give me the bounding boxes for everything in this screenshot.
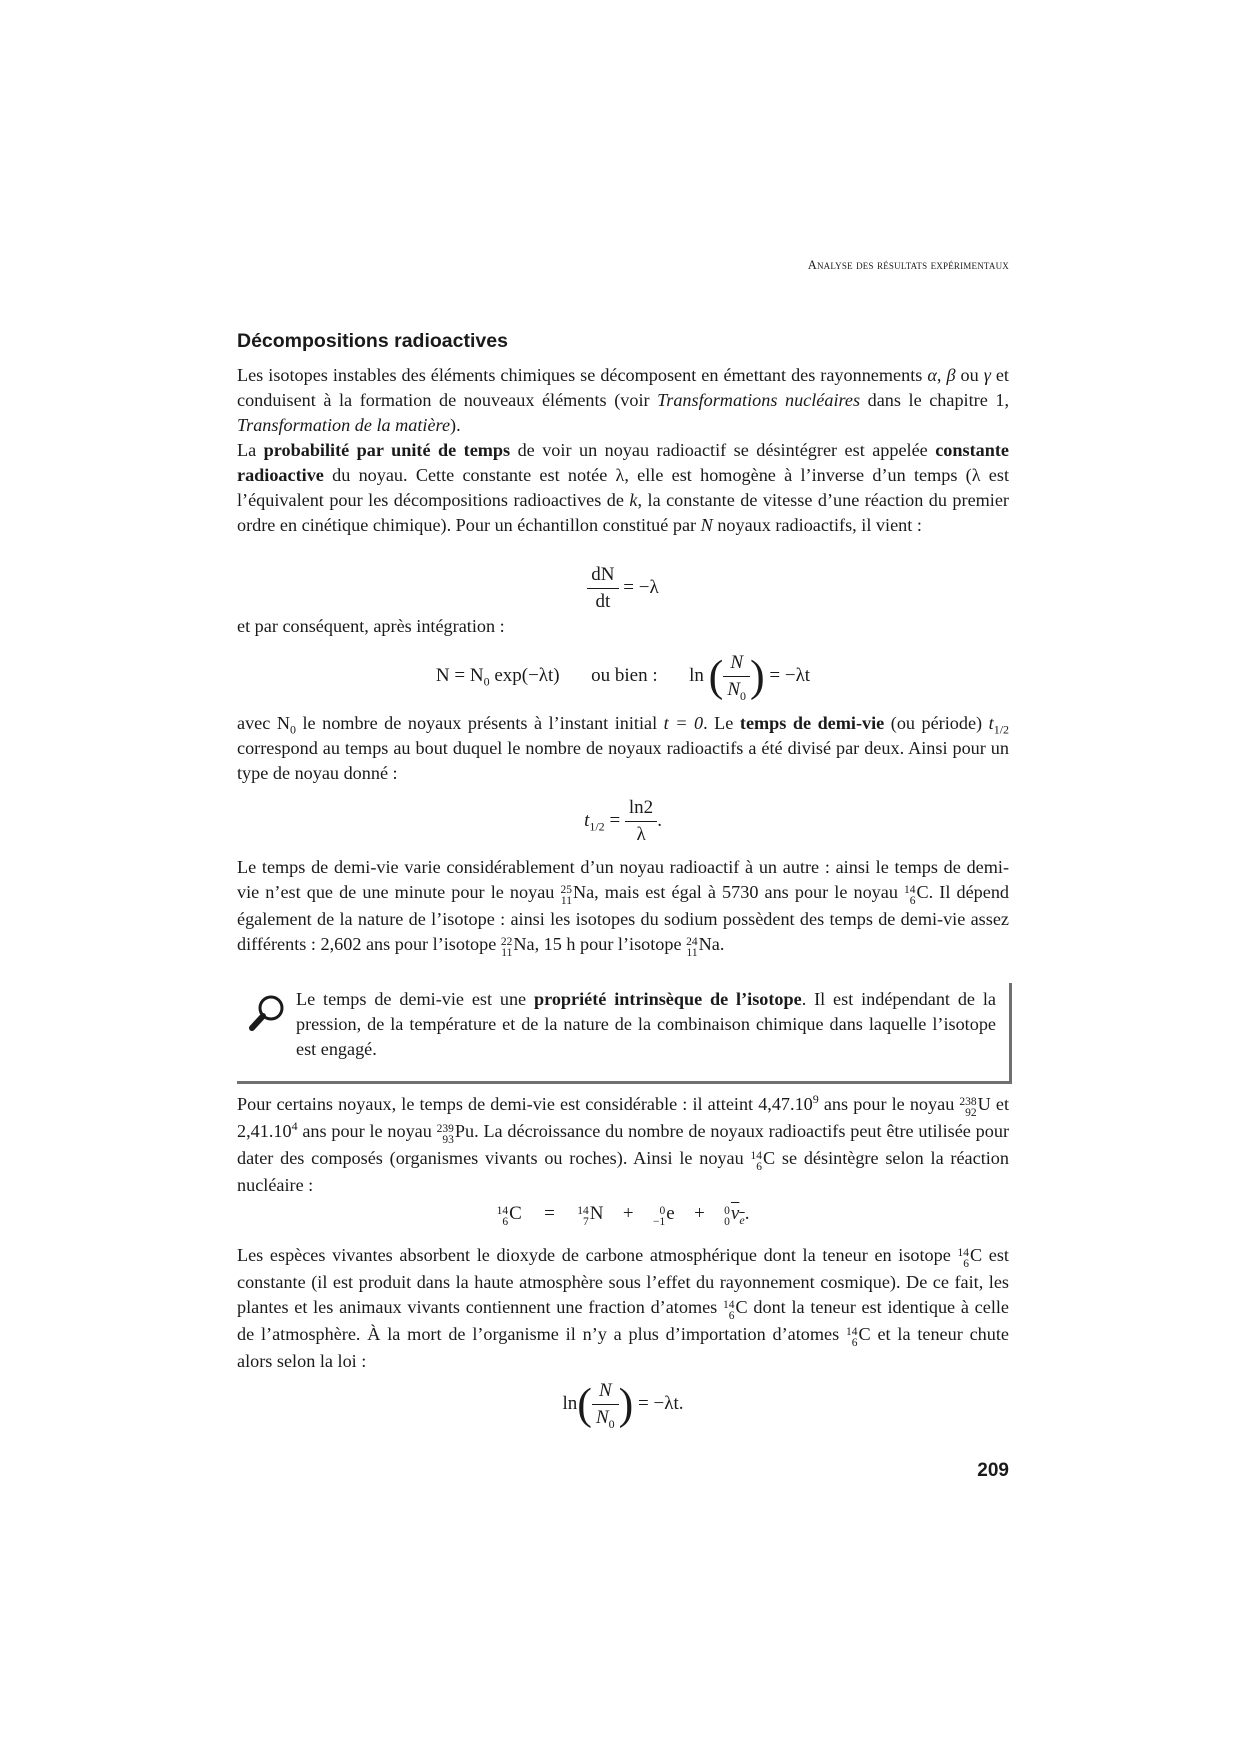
body-text-block <box>237 363 1009 538</box>
equation-rate: $\frac{dN}{dt}$ = −λ <box>237 562 1009 615</box>
section-title: Décompositions radioactives <box>237 330 508 352</box>
document-page <box>237 0 1009 1754</box>
paragraph-2: La probabilité par unité de temps de voir un noyau radioactif se désintégrer est appelée constante radioactive du noyau. Cette constante est notée λ, elle est homogène à l’inverse d’un temps (λ est l’équivalent pour les décompositions radioactives de k, la constante de vitesse d’une réaction du premier ordre en cinétique chimique). Pour un échantillon constitué par N noyaux radioactifs, il vient : <box>237 440 1009 535</box>
paragraph-3: et par conséquent, après intégration : <box>237 616 505 636</box>
paragraph-1: Les isotopes instables des éléments chimiques se décomposent en émettant des rayonnements α, β ou γ et conduisent à la formation de nouveaux éléments (voir Transformations nucléaires dans le chapitre 1, Transformation de la matière). <box>237 365 1009 435</box>
paragraph-4: avec $N_0$ le nombre de noyaux présents à l’instant initial t = 0. Le temps de demi-vie (ou période) $t_{1/2}$ correspond au temps au bout duquel le nombre de noyaux radioactifs a été divisé par deux. Ainsi pour un type de noyau donné : <box>237 713 1010 783</box>
paragraph-6: Pour certains noyaux, le temps de demi-vie est considérable : il atteint 4,47.10$^9$ ans pour le noyau 238 92 U et 2,41.10$^4$ ans pour le noyau 239 93 Pu. La décroissance du nombre de noyaux radioactifs peut être utilisée pour dater des composés (organismes vivants ou roches). Ainsi le noyau 14 6 C se désintègre selon la réaction nucléaire : <box>237 1091 1010 1195</box>
equation-integrated: $N = N_0$ exp(−λt) ou bien : ln ( $\frac{N}{N_0}$ ) = −λt <box>435 651 811 703</box>
equation-decay-law: ln( $\frac{N}{N_0}$ ) = −λt. <box>562 1379 684 1431</box>
running-head: Analyse des résultats expérimentaux <box>807 258 1009 272</box>
page-number: 209 <box>977 1460 1009 1481</box>
magnifier-icon <box>247 993 287 1033</box>
note-box <box>237 983 1012 1084</box>
paragraph-5: Le temps de demi-vie varie considérablement d’un noyau radioactif à un autre : ainsi le temps de demi-vie n’est que de une minute pour le noyau 25 11 Na, mais est égal à 5730 ans pour le noyau 14 6 C. Il dépend également de la nature de l’isotope : ainsi les isotopes du sodium possèdent des temps de demi-vie assez différents : 2,602 ans pour l’isotope 22 11 Na, 15 h pour l’isotope 24 11 Na. <box>237 857 1010 959</box>
note-text: Le temps de demi-vie est une propriété intrinsèque de l’isotope. Il est indépendant de la pression, de la température et de la nature de la combinaison chimique dans laquelle l’isotope est engagé. <box>296 989 996 1059</box>
equation-nuclear-reaction: 14 6 C = 14 7 N + 0 −1 e + 0 0 $\nu_e$. <box>496 1203 750 1228</box>
fraction: $\frac{dN}{dt}$ <box>587 562 618 615</box>
equation-half-life: $t_{1/2}$ = $\frac{\ln 2}{\lambda}$ . <box>584 797 662 845</box>
paragraph-7: Les espèces vivantes absorbent le dioxyde de carbone atmosphérique dont la teneur en isotope 14 6 C est constante (il est produit dans la haute atmosphère sous l’effet du rayonnement cosmique). De ce fait, les plantes et les animaux vivants contiennent une fraction d’atomes 14 6 C dont la teneur est identique à celle de l’atmosphère. À la mort de l’organisme il n’y a plus d’importation d’atomes 14 6 C et la teneur chute alors selon la loi : <box>237 1245 1009 1371</box>
